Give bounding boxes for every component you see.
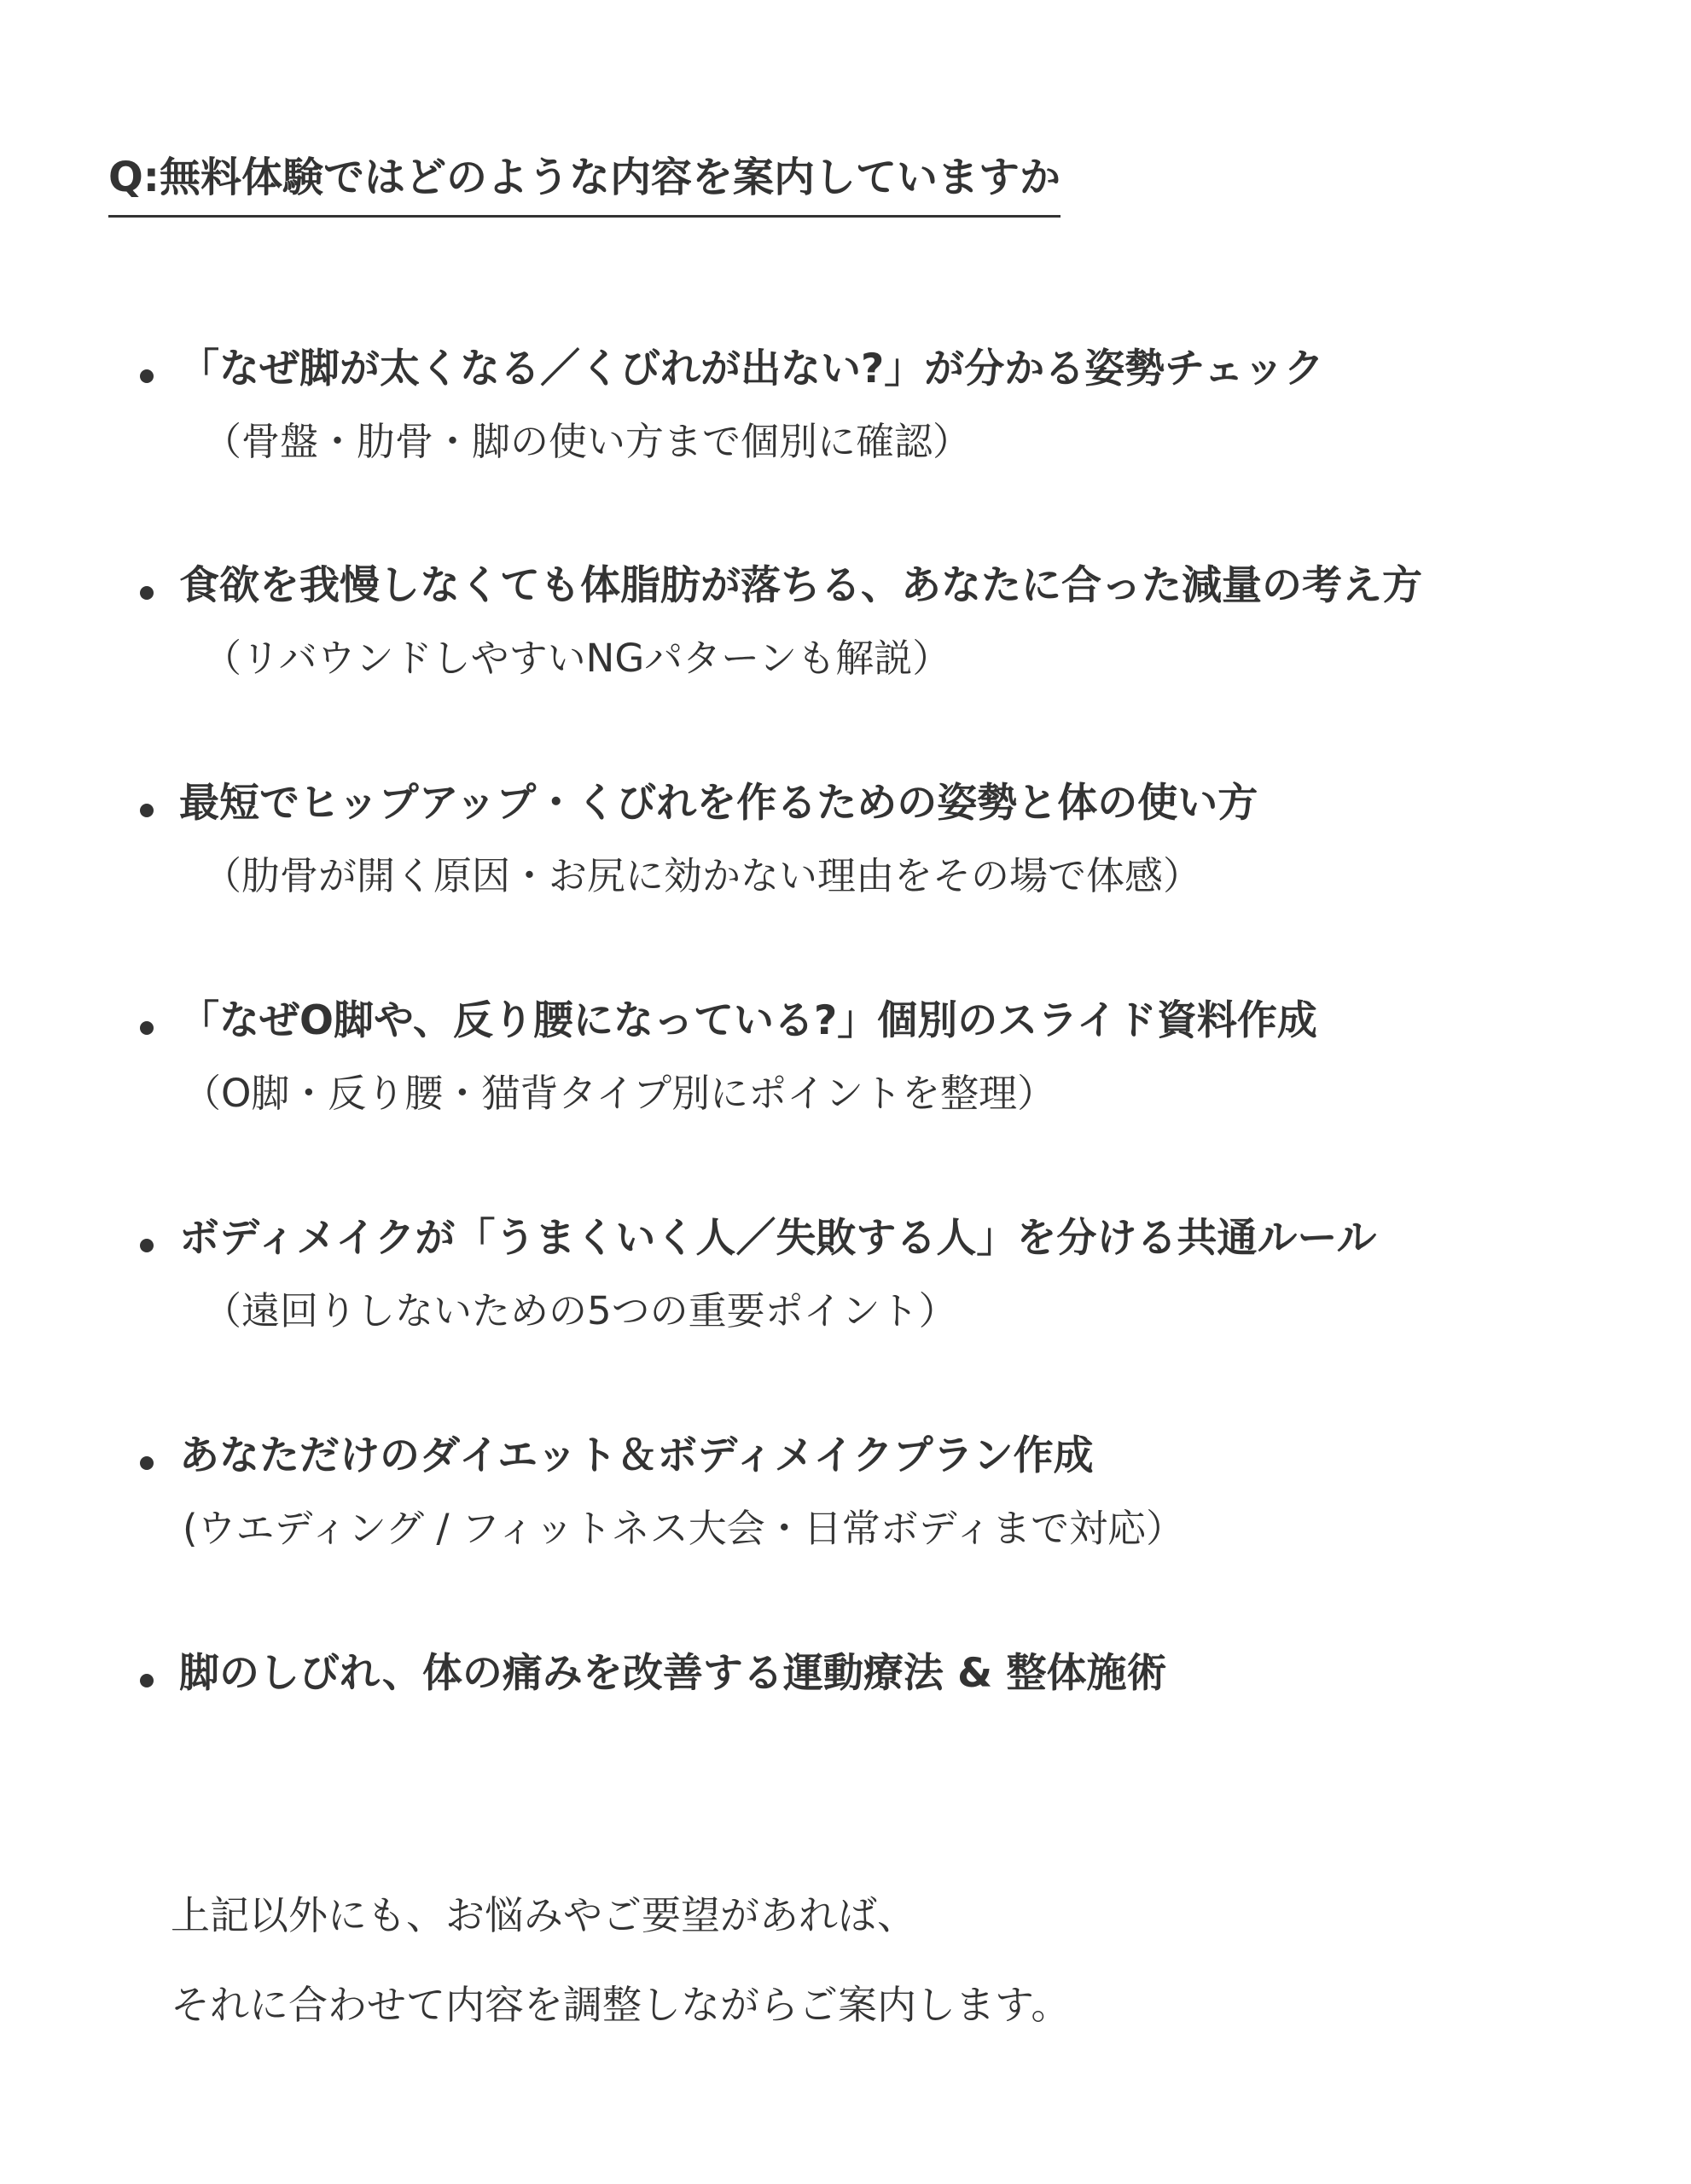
bullet-icon xyxy=(140,1239,154,1252)
item-title: 「なぜO脚や、反り腰になっている?」個別のスライド資料作成 xyxy=(179,997,1317,1044)
item-subtext: (ウエディング / フィットネス大会・日常ボディまで対応） xyxy=(183,1506,1185,1551)
bullet-icon xyxy=(140,586,154,600)
item-subtext: （O脚・反り腰・猫背タイプ別にポイントを整理） xyxy=(183,1071,1056,1116)
bullet-icon xyxy=(140,1021,154,1035)
item-title: 「なぜ脚が太くなる／くびれが出ない?」が分かる姿勢チェック xyxy=(179,346,1324,392)
item-subtext: （肋骨が開く原因・お尻に効かない理由をその場で体感） xyxy=(203,853,1202,898)
item-subtext: （骨盤・肋骨・脚の使い方まで個別に確認） xyxy=(203,419,972,464)
bullet-icon xyxy=(140,369,154,383)
item-title: 脚のしびれ、体の痛みを改善する運動療法 & 整体施術 xyxy=(179,1650,1167,1697)
item-title: ボディメイクが「うまくいく人／失敗する人」を分ける共通ルール xyxy=(179,1215,1377,1262)
bullet-icon xyxy=(140,1674,154,1687)
bullet-icon xyxy=(140,804,154,817)
item-title: 最短でヒップアップ・くびれを作るための姿勢と体の使い方 xyxy=(179,780,1258,827)
closing-line-2: それに合わせて内容を調整しながらご案内します。 xyxy=(171,1982,1071,2028)
bullet-icon xyxy=(140,1456,154,1470)
item-subtext: （遠回りしないための5つの重要ポイント） xyxy=(203,1288,957,1333)
item-subtext: （リバウンドしやすいNGパターンも解説） xyxy=(203,636,951,681)
item-title: 食欲を我慢しなくても体脂肪が落ちる、あなたに合った減量の考え方 xyxy=(179,562,1422,609)
faq-question-heading: Q:無料体験ではどのような内容を案内していますか xyxy=(108,152,1061,218)
item-title: あなただけのダイエット＆ボディメイクプラン作成 xyxy=(179,1432,1094,1479)
closing-line-1: 上記以外にも、お悩みやご要望があれば、 xyxy=(171,1892,916,1938)
